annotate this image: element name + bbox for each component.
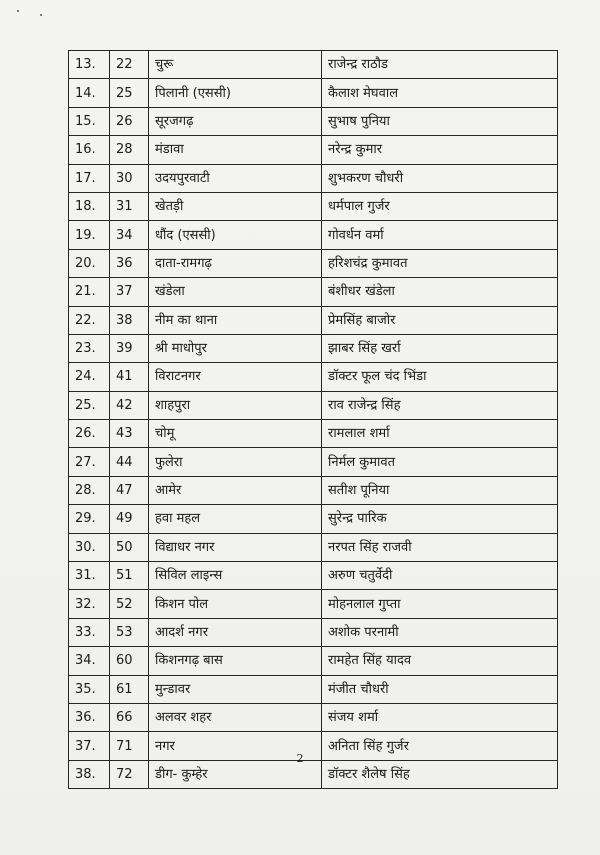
serial-number-cell: 13. <box>69 51 110 79</box>
candidate-name-cell: कैलाश मेघवाल <box>322 79 558 107</box>
candidate-name-cell: शुभकरण चौधरी <box>322 164 558 192</box>
constituency-name-cell: मंडावा <box>149 136 322 164</box>
table-row <box>69 476 558 504</box>
candidate-name-cell: राजेन्द्र राठौड <box>322 51 558 79</box>
constituency-name-cell: विराटनगर <box>149 363 322 391</box>
table-row <box>69 192 558 220</box>
table-row <box>69 420 558 448</box>
table-row <box>69 249 558 277</box>
serial-number-cell: 20. <box>69 249 110 277</box>
constituency-number-cell: 47 <box>110 476 149 504</box>
constituency-number-cell: 25 <box>110 79 149 107</box>
table-row <box>69 590 558 618</box>
table-row <box>69 505 558 533</box>
serial-number-cell: 16. <box>69 136 110 164</box>
constituency-number-cell: 36 <box>110 249 149 277</box>
table-row <box>69 107 558 135</box>
serial-number-cell: 17. <box>69 164 110 192</box>
table-row <box>69 51 558 79</box>
table-row <box>69 278 558 306</box>
constituency-name-cell: चोमू <box>149 420 322 448</box>
scan-speck <box>40 14 42 16</box>
table-row <box>69 391 558 419</box>
constituency-name-cell: शाहपुरा <box>149 391 322 419</box>
serial-number-cell: 38. <box>69 760 110 788</box>
constituency-name-cell: नगर <box>149 732 322 760</box>
constituency-name-cell: आदर्श नगर <box>149 618 322 646</box>
constituency-number-cell: 66 <box>110 703 149 731</box>
constituency-number-cell: 30 <box>110 164 149 192</box>
constituency-name-cell: श्री माधोपुर <box>149 334 322 362</box>
constituency-number-cell: 50 <box>110 533 149 561</box>
candidate-name-cell: सुरेन्द्र पारिक <box>322 505 558 533</box>
serial-number-cell: 18. <box>69 192 110 220</box>
constituency-number-cell: 31 <box>110 192 149 220</box>
candidate-name-cell: धर्मपाल गुर्जर <box>322 192 558 220</box>
constituency-name-cell: खेतड़ी <box>149 192 322 220</box>
constituency-number-cell: 37 <box>110 278 149 306</box>
table-row <box>69 618 558 646</box>
constituency-number-cell: 53 <box>110 618 149 646</box>
serial-number-cell: 30. <box>69 533 110 561</box>
candidate-name-cell: डॉक्टर शैलेष सिंह <box>322 760 558 788</box>
candidate-name-cell: रामहेत सिंह यादव <box>322 647 558 675</box>
serial-number-cell: 28. <box>69 476 110 504</box>
constituency-number-cell: 26 <box>110 107 149 135</box>
constituency-number-cell: 44 <box>110 448 149 476</box>
serial-number-cell: 31. <box>69 562 110 590</box>
table-row <box>69 79 558 107</box>
constituency-number-cell: 71 <box>110 732 149 760</box>
constituency-number-cell: 39 <box>110 334 149 362</box>
serial-number-cell: 29. <box>69 505 110 533</box>
serial-number-cell: 24. <box>69 363 110 391</box>
scan-speck <box>17 10 19 12</box>
serial-number-cell: 32. <box>69 590 110 618</box>
candidate-table <box>68 50 558 789</box>
table-row <box>69 533 558 561</box>
constituency-name-cell: उदयपुरवाटी <box>149 164 322 192</box>
table-row <box>69 448 558 476</box>
candidate-name-cell: नरेन्द्र कुमार <box>322 136 558 164</box>
candidate-name-cell: रामलाल शर्मा <box>322 420 558 448</box>
constituency-number-cell: 61 <box>110 675 149 703</box>
serial-number-cell: 35. <box>69 675 110 703</box>
constituency-number-cell: 34 <box>110 221 149 249</box>
table-row <box>69 363 558 391</box>
constituency-number-cell: 52 <box>110 590 149 618</box>
serial-number-cell: 27. <box>69 448 110 476</box>
constituency-number-cell: 72 <box>110 760 149 788</box>
constituency-name-cell: धौंद (एससी) <box>149 221 322 249</box>
candidate-name-cell: अनिता सिंह गुर्जर <box>322 732 558 760</box>
candidate-name-cell: राव राजेन्द्र सिंह <box>322 391 558 419</box>
constituency-name-cell: दाता-रामगढ़ <box>149 249 322 277</box>
serial-number-cell: 19. <box>69 221 110 249</box>
table-row <box>69 221 558 249</box>
table-row <box>69 562 558 590</box>
candidate-name-cell: डॉक्टर फूल चंद भिंडा <box>322 363 558 391</box>
serial-number-cell: 25. <box>69 391 110 419</box>
constituency-number-cell: 41 <box>110 363 149 391</box>
constituency-name-cell: किशन पोल <box>149 590 322 618</box>
table-row <box>69 647 558 675</box>
constituency-number-cell: 42 <box>110 391 149 419</box>
constituency-name-cell: मुन्डावर <box>149 675 322 703</box>
constituency-number-cell: 49 <box>110 505 149 533</box>
table-row <box>69 136 558 164</box>
candidate-name-cell: सतीश पूनिया <box>322 476 558 504</box>
constituency-name-cell: सूरजगढ़ <box>149 107 322 135</box>
serial-number-cell: 34. <box>69 647 110 675</box>
serial-number-cell: 37. <box>69 732 110 760</box>
constituency-name-cell: आमेर <box>149 476 322 504</box>
constituency-number-cell: 51 <box>110 562 149 590</box>
constituency-name-cell: किशनगढ़ बास <box>149 647 322 675</box>
serial-number-cell: 14. <box>69 79 110 107</box>
constituency-number-cell: 38 <box>110 306 149 334</box>
constituency-number-cell: 28 <box>110 136 149 164</box>
candidate-name-cell: हरिशचंद्र कुमावत <box>322 249 558 277</box>
candidate-name-cell: निर्मल कुमावत <box>322 448 558 476</box>
serial-number-cell: 22. <box>69 306 110 334</box>
candidate-name-cell: अरुण चतुर्वेदी <box>322 562 558 590</box>
constituency-number-cell: 60 <box>110 647 149 675</box>
table-row <box>69 164 558 192</box>
constituency-name-cell: डीग- कुम्हेर <box>149 760 322 788</box>
serial-number-cell: 33. <box>69 618 110 646</box>
constituency-name-cell: चुरू <box>149 51 322 79</box>
candidate-name-cell: प्रेमसिंह बाजोर <box>322 306 558 334</box>
constituency-number-cell: 43 <box>110 420 149 448</box>
serial-number-cell: 36. <box>69 703 110 731</box>
page-number: 2 <box>296 752 304 765</box>
serial-number-cell: 23. <box>69 334 110 362</box>
constituency-name-cell: पिलानी (एससी) <box>149 79 322 107</box>
constituency-name-cell: फुलेरा <box>149 448 322 476</box>
constituency-name-cell: नीम का थाना <box>149 306 322 334</box>
constituency-name-cell: खंडेला <box>149 278 322 306</box>
candidate-name-cell: सुभाष पुनिया <box>322 107 558 135</box>
candidate-name-cell: बंशीधर खंडेला <box>322 278 558 306</box>
candidate-name-cell: मंजीत चौधरी <box>322 675 558 703</box>
table-row <box>69 703 558 731</box>
candidate-name-cell: संजय शर्मा <box>322 703 558 731</box>
candidate-name-cell: नरपत सिंह राजवी <box>322 533 558 561</box>
serial-number-cell: 15. <box>69 107 110 135</box>
constituency-name-cell: हवा महल <box>149 505 322 533</box>
candidate-name-cell: अशोक परनामी <box>322 618 558 646</box>
constituency-number-cell: 22 <box>110 51 149 79</box>
table-row <box>69 675 558 703</box>
candidate-name-cell: मोहनलाल गुप्ता <box>322 590 558 618</box>
constituency-name-cell: अलवर शहर <box>149 703 322 731</box>
candidate-name-cell: झाबर सिंह खर्रा <box>322 334 558 362</box>
table-row <box>69 334 558 362</box>
constituency-name-cell: विद्याधर नगर <box>149 533 322 561</box>
constituency-name-cell: सिविल लाइन्स <box>149 562 322 590</box>
table-row <box>69 306 558 334</box>
serial-number-cell: 21. <box>69 278 110 306</box>
serial-number-cell: 26. <box>69 420 110 448</box>
candidate-name-cell: गोवर्धन वर्मा <box>322 221 558 249</box>
candidate-table-body <box>69 51 558 789</box>
